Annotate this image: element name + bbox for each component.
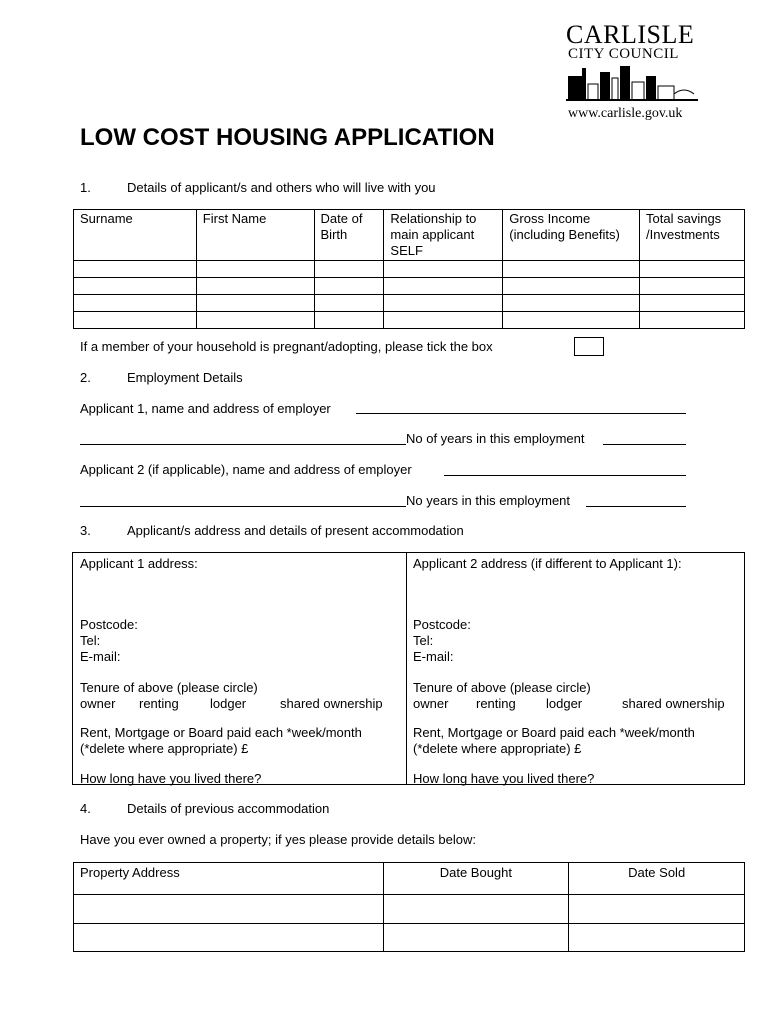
section-number: 3.	[80, 523, 91, 538]
tenure-option-lodger[interactable]: lodger	[210, 696, 247, 711]
table-header-row	[74, 210, 745, 261]
section-number: 2.	[80, 370, 91, 385]
table-cell[interactable]	[74, 295, 197, 312]
table-row	[74, 295, 745, 312]
section-title: Employment Details	[127, 370, 243, 385]
tenure-option-owner[interactable]: owner	[413, 696, 449, 711]
postcode-label: Postcode:	[80, 617, 138, 632]
table-header-row	[74, 863, 745, 895]
section-title: Details of applicant/s and others who will live with you	[127, 180, 436, 195]
column-header	[384, 210, 503, 261]
table-row	[74, 895, 745, 924]
section-title: Details of previous accommodation	[127, 801, 330, 816]
table-cell[interactable]	[314, 278, 384, 295]
table-row	[74, 924, 745, 952]
table-cell[interactable]	[640, 295, 745, 312]
column-header: Gross Income (including Benefits)	[503, 210, 640, 261]
column-header-text: Relationship to main applicant	[390, 211, 477, 242]
address-divider	[406, 553, 407, 784]
table-cell[interactable]	[74, 312, 197, 329]
table-cell[interactable]	[503, 278, 640, 295]
table-cell[interactable]	[503, 312, 640, 329]
column-header: Surname	[74, 210, 197, 261]
section-number: 4.	[80, 801, 91, 816]
section-1-heading	[80, 180, 436, 196]
page-title: LOW COST HOUSING APPLICATION	[80, 124, 495, 151]
how-long-label: How long have you lived there?	[413, 771, 595, 786]
logo-url: www.carlisle.gov.uk	[568, 106, 683, 121]
applicant1-years-field[interactable]	[603, 444, 686, 445]
applicant1-employer-field-2[interactable]	[80, 444, 406, 445]
applicant2-address-label: Applicant 2 address (if different to Applicant 1):	[413, 556, 682, 571]
table-cell[interactable]	[196, 261, 314, 278]
column-header: Date of Birth	[314, 210, 384, 261]
table-row	[74, 278, 745, 295]
rent-label: Rent, Mortgage or Board paid each *week/month	[80, 725, 362, 740]
column-header: Date Sold	[569, 863, 745, 895]
table-cell[interactable]	[384, 261, 503, 278]
table-cell[interactable]	[503, 261, 640, 278]
column-header: Total savings /Investments	[640, 210, 745, 261]
section-title: Applicant/s address and details of present accommodation	[127, 523, 464, 538]
table-cell[interactable]	[196, 295, 314, 312]
logo-line2: CITY COUNCIL	[568, 46, 679, 62]
table-cell[interactable]	[640, 312, 745, 329]
pregnant-checkbox[interactable]	[574, 337, 604, 356]
address-box	[72, 552, 745, 785]
applicant2-employer-label: Applicant 2 (if applicable), name and address of employer	[80, 462, 412, 477]
table-cell[interactable]	[314, 261, 384, 278]
table-cell[interactable]	[74, 895, 384, 924]
table-cell[interactable]	[383, 895, 569, 924]
applicant2-years-field[interactable]	[586, 506, 686, 507]
email-label: E-mail:	[413, 649, 454, 664]
pregnant-question: If a member of your household is pregnant/adopting, please tick the box	[80, 339, 493, 354]
email-label: E-mail:	[80, 649, 121, 664]
postcode-label: Postcode:	[413, 617, 471, 632]
section-4-heading	[80, 801, 329, 817]
table-cell[interactable]	[74, 261, 197, 278]
section-number: 1.	[80, 180, 91, 195]
rent-note: (*delete where appropriate) £	[413, 741, 582, 756]
column-header: Property Address	[74, 863, 384, 895]
table-cell[interactable]	[74, 278, 197, 295]
ownership-question: Have you ever owned a property; if yes please provide details below:	[80, 832, 476, 847]
applicant2-employer-field[interactable]	[444, 475, 686, 476]
table-cell[interactable]	[314, 295, 384, 312]
table-cell[interactable]	[640, 278, 745, 295]
rent-note: (*delete where appropriate) £	[80, 741, 249, 756]
logo-line1: CARLISLE	[566, 20, 695, 49]
section-3-heading	[80, 523, 464, 539]
table-row	[74, 261, 745, 278]
tel-label: Tel:	[80, 633, 101, 648]
applicant1-employer-field[interactable]	[356, 413, 686, 414]
table-cell[interactable]	[383, 924, 569, 952]
tenure-option-owner[interactable]: owner	[80, 696, 116, 711]
column-header: Date Bought	[383, 863, 569, 895]
applicant2-years-label: No years in this employment	[406, 493, 571, 508]
applicant1-years-label: No of years in this employment	[406, 431, 585, 446]
table-cell[interactable]	[569, 924, 745, 952]
table-cell[interactable]	[74, 924, 384, 952]
household-table	[73, 209, 745, 329]
tenure-label: Tenure of above (please circle)	[413, 680, 591, 695]
self-label: SELF	[390, 243, 423, 258]
tenure-option-lodger[interactable]: lodger	[546, 696, 583, 711]
tenure-option-renting[interactable]: renting	[476, 696, 516, 711]
table-row	[74, 312, 745, 329]
tenure-option-shared[interactable]: shared ownership	[622, 696, 725, 711]
how-long-label: How long have you lived there?	[80, 771, 262, 786]
table-cell[interactable]	[196, 312, 314, 329]
table-cell[interactable]	[384, 312, 503, 329]
tel-label: Tel:	[413, 633, 434, 648]
column-header: First Name	[196, 210, 314, 261]
table-cell[interactable]	[384, 295, 503, 312]
city-skyline-icon	[566, 64, 698, 104]
table-cell[interactable]	[196, 278, 314, 295]
tenure-label: Tenure of above (please circle)	[80, 680, 258, 695]
table-cell[interactable]	[640, 261, 745, 278]
applicant1-employer-label: Applicant 1, name and address of employer	[80, 401, 331, 416]
rent-label: Rent, Mortgage or Board paid each *week/month	[413, 725, 695, 740]
table-cell[interactable]	[384, 278, 503, 295]
tenure-option-shared[interactable]: shared ownership	[280, 696, 383, 711]
council-logo	[562, 22, 702, 126]
tenure-option-renting[interactable]: renting	[139, 696, 179, 711]
applicant2-employer-field-2[interactable]	[80, 506, 406, 507]
applicant1-address-label: Applicant 1 address:	[80, 556, 198, 571]
table-cell[interactable]	[569, 895, 745, 924]
previous-property-table	[73, 862, 745, 952]
section-2-heading	[80, 370, 243, 386]
table-cell[interactable]	[314, 312, 384, 329]
table-cell[interactable]	[503, 295, 640, 312]
